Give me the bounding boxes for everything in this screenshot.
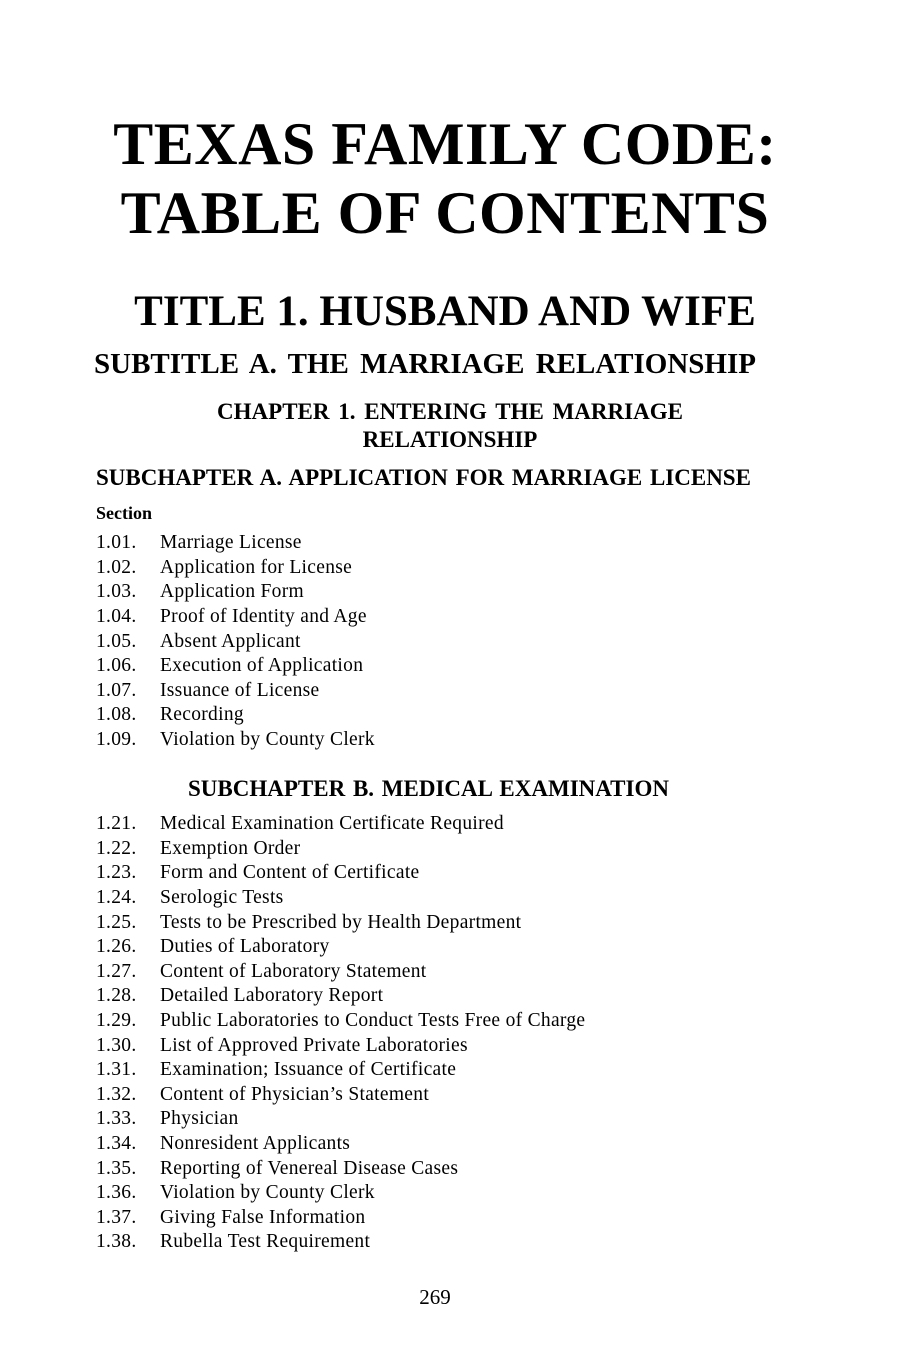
toc-entry xyxy=(96,605,375,630)
toc-entry xyxy=(96,861,585,886)
subchapter-a-section-list xyxy=(96,531,375,752)
toc-entry xyxy=(96,1206,585,1231)
toc-entry xyxy=(96,1009,585,1034)
section-title: Form and Content of Certificate xyxy=(160,862,420,884)
section-number: 1.24. xyxy=(96,887,137,909)
section-title: Content of Laboratory Statement xyxy=(160,960,427,982)
section-title: Proof of Identity and Age xyxy=(160,606,367,628)
section-number: 1.06. xyxy=(96,655,137,677)
section-number: 1.36. xyxy=(96,1182,137,1204)
section-number: 1.22. xyxy=(96,837,137,859)
chapter-heading-line-1: CHAPTER 1. ENTERING THE MARRIAGE xyxy=(217,399,683,424)
toc-entry xyxy=(96,1132,585,1157)
section-number: 1.34. xyxy=(96,1133,137,1155)
section-number: 1.27. xyxy=(96,960,137,982)
toc-entry xyxy=(96,1107,585,1132)
section-number: 1.23. xyxy=(96,862,137,884)
section-number: 1.38. xyxy=(96,1231,137,1253)
section-title: Giving False Information xyxy=(160,1206,366,1228)
section-number: 1.30. xyxy=(96,1034,137,1056)
subchapter-b-section-list xyxy=(96,812,585,1255)
toc-entry xyxy=(96,886,585,911)
section-column-label: Section xyxy=(96,503,152,523)
section-number: 1.04. xyxy=(96,606,137,628)
section-number: 1.29. xyxy=(96,1010,137,1032)
section-title: Detailed Laboratory Report xyxy=(160,985,384,1007)
section-number: 1.28. xyxy=(96,985,137,1007)
subchapter-a-heading: SUBCHAPTER A. APPLICATION FOR MARRIAGE LICENSE xyxy=(96,465,751,490)
section-title: Exemption Order xyxy=(160,837,301,859)
toc-entry xyxy=(96,837,585,862)
section-number: 1.35. xyxy=(96,1157,137,1179)
section-title: Issuance of License xyxy=(160,679,320,701)
section-number: 1.02. xyxy=(96,556,137,578)
section-number: 1.31. xyxy=(96,1059,137,1081)
subtitle-heading: SUBTITLE A. THE MARRIAGE RELATIONSHIP xyxy=(94,348,756,380)
toc-entry xyxy=(96,703,375,728)
toc-entry xyxy=(96,629,375,654)
section-title: Duties of Laboratory xyxy=(160,936,330,958)
toc-entry xyxy=(96,984,585,1009)
section-number: 1.08. xyxy=(96,704,137,726)
section-number: 1.37. xyxy=(96,1206,137,1228)
toc-entry xyxy=(96,1033,585,1058)
section-title: List of Approved Private Laboratories xyxy=(160,1034,468,1056)
document-title-line-1: TEXAS FAMILY CODE: xyxy=(113,111,777,177)
section-title: Tests to be Prescribed by Health Department xyxy=(160,911,522,933)
section-title: Public Laboratories to Conduct Tests Free of Charge xyxy=(160,1010,586,1032)
section-number: 1.21. xyxy=(96,813,137,835)
toc-entry xyxy=(96,1156,585,1181)
section-title: Execution of Application xyxy=(160,655,364,677)
page-number: 269 xyxy=(419,1285,451,1309)
section-number: 1.33. xyxy=(96,1108,137,1130)
toc-entry xyxy=(96,1083,585,1108)
section-title: Content of Physician’s Statement xyxy=(160,1083,430,1105)
subchapter-b-heading: SUBCHAPTER B. MEDICAL EXAMINATION xyxy=(188,776,669,801)
section-number: 1.26. xyxy=(96,936,137,958)
section-number: 1.03. xyxy=(96,581,137,603)
section-number: 1.32. xyxy=(96,1083,137,1105)
section-title: Marriage License xyxy=(160,532,302,554)
toc-entry xyxy=(96,910,585,935)
section-title: Absent Applicant xyxy=(160,630,301,652)
section-title: Examination; Issuance of Certificate xyxy=(160,1059,457,1081)
section-number: 1.05. xyxy=(96,630,137,652)
section-title: Rubella Test Requirement xyxy=(160,1231,371,1253)
section-number: 1.09. xyxy=(96,729,137,751)
section-title: Physician xyxy=(160,1108,239,1130)
section-title: Serologic Tests xyxy=(160,887,284,909)
toc-entry xyxy=(96,960,585,985)
section-title: Nonresident Applicants xyxy=(160,1133,351,1155)
section-number: 1.25. xyxy=(96,911,137,933)
toc-entry xyxy=(96,531,375,556)
section-title: Recording xyxy=(160,704,244,726)
toc-entry xyxy=(96,1181,585,1206)
document-title-line-2: TABLE OF CONTENTS xyxy=(120,180,770,246)
section-title: Application Form xyxy=(160,581,304,603)
section-title: Violation by County Clerk xyxy=(160,1182,375,1204)
toc-entry xyxy=(96,812,585,837)
toc-entry xyxy=(96,679,375,704)
section-title: Violation by County Clerk xyxy=(160,729,375,751)
toc-entry xyxy=(96,580,375,605)
toc-entry xyxy=(96,935,585,960)
toc-entry xyxy=(96,654,375,679)
toc-entry xyxy=(96,1058,585,1083)
section-title: Reporting of Venereal Disease Cases xyxy=(160,1157,459,1179)
section-number: 1.07. xyxy=(96,679,137,701)
section-number: 1.01. xyxy=(96,532,137,554)
section-title: Medical Examination Certificate Required xyxy=(160,813,504,835)
title-heading: TITLE 1. HUSBAND AND WIFE xyxy=(134,288,756,335)
section-title: Application for License xyxy=(160,556,353,578)
chapter-heading-line-2: RELATIONSHIP xyxy=(362,427,538,452)
toc-entry xyxy=(96,1230,585,1255)
toc-entry xyxy=(96,728,375,753)
toc-entry xyxy=(96,556,375,581)
